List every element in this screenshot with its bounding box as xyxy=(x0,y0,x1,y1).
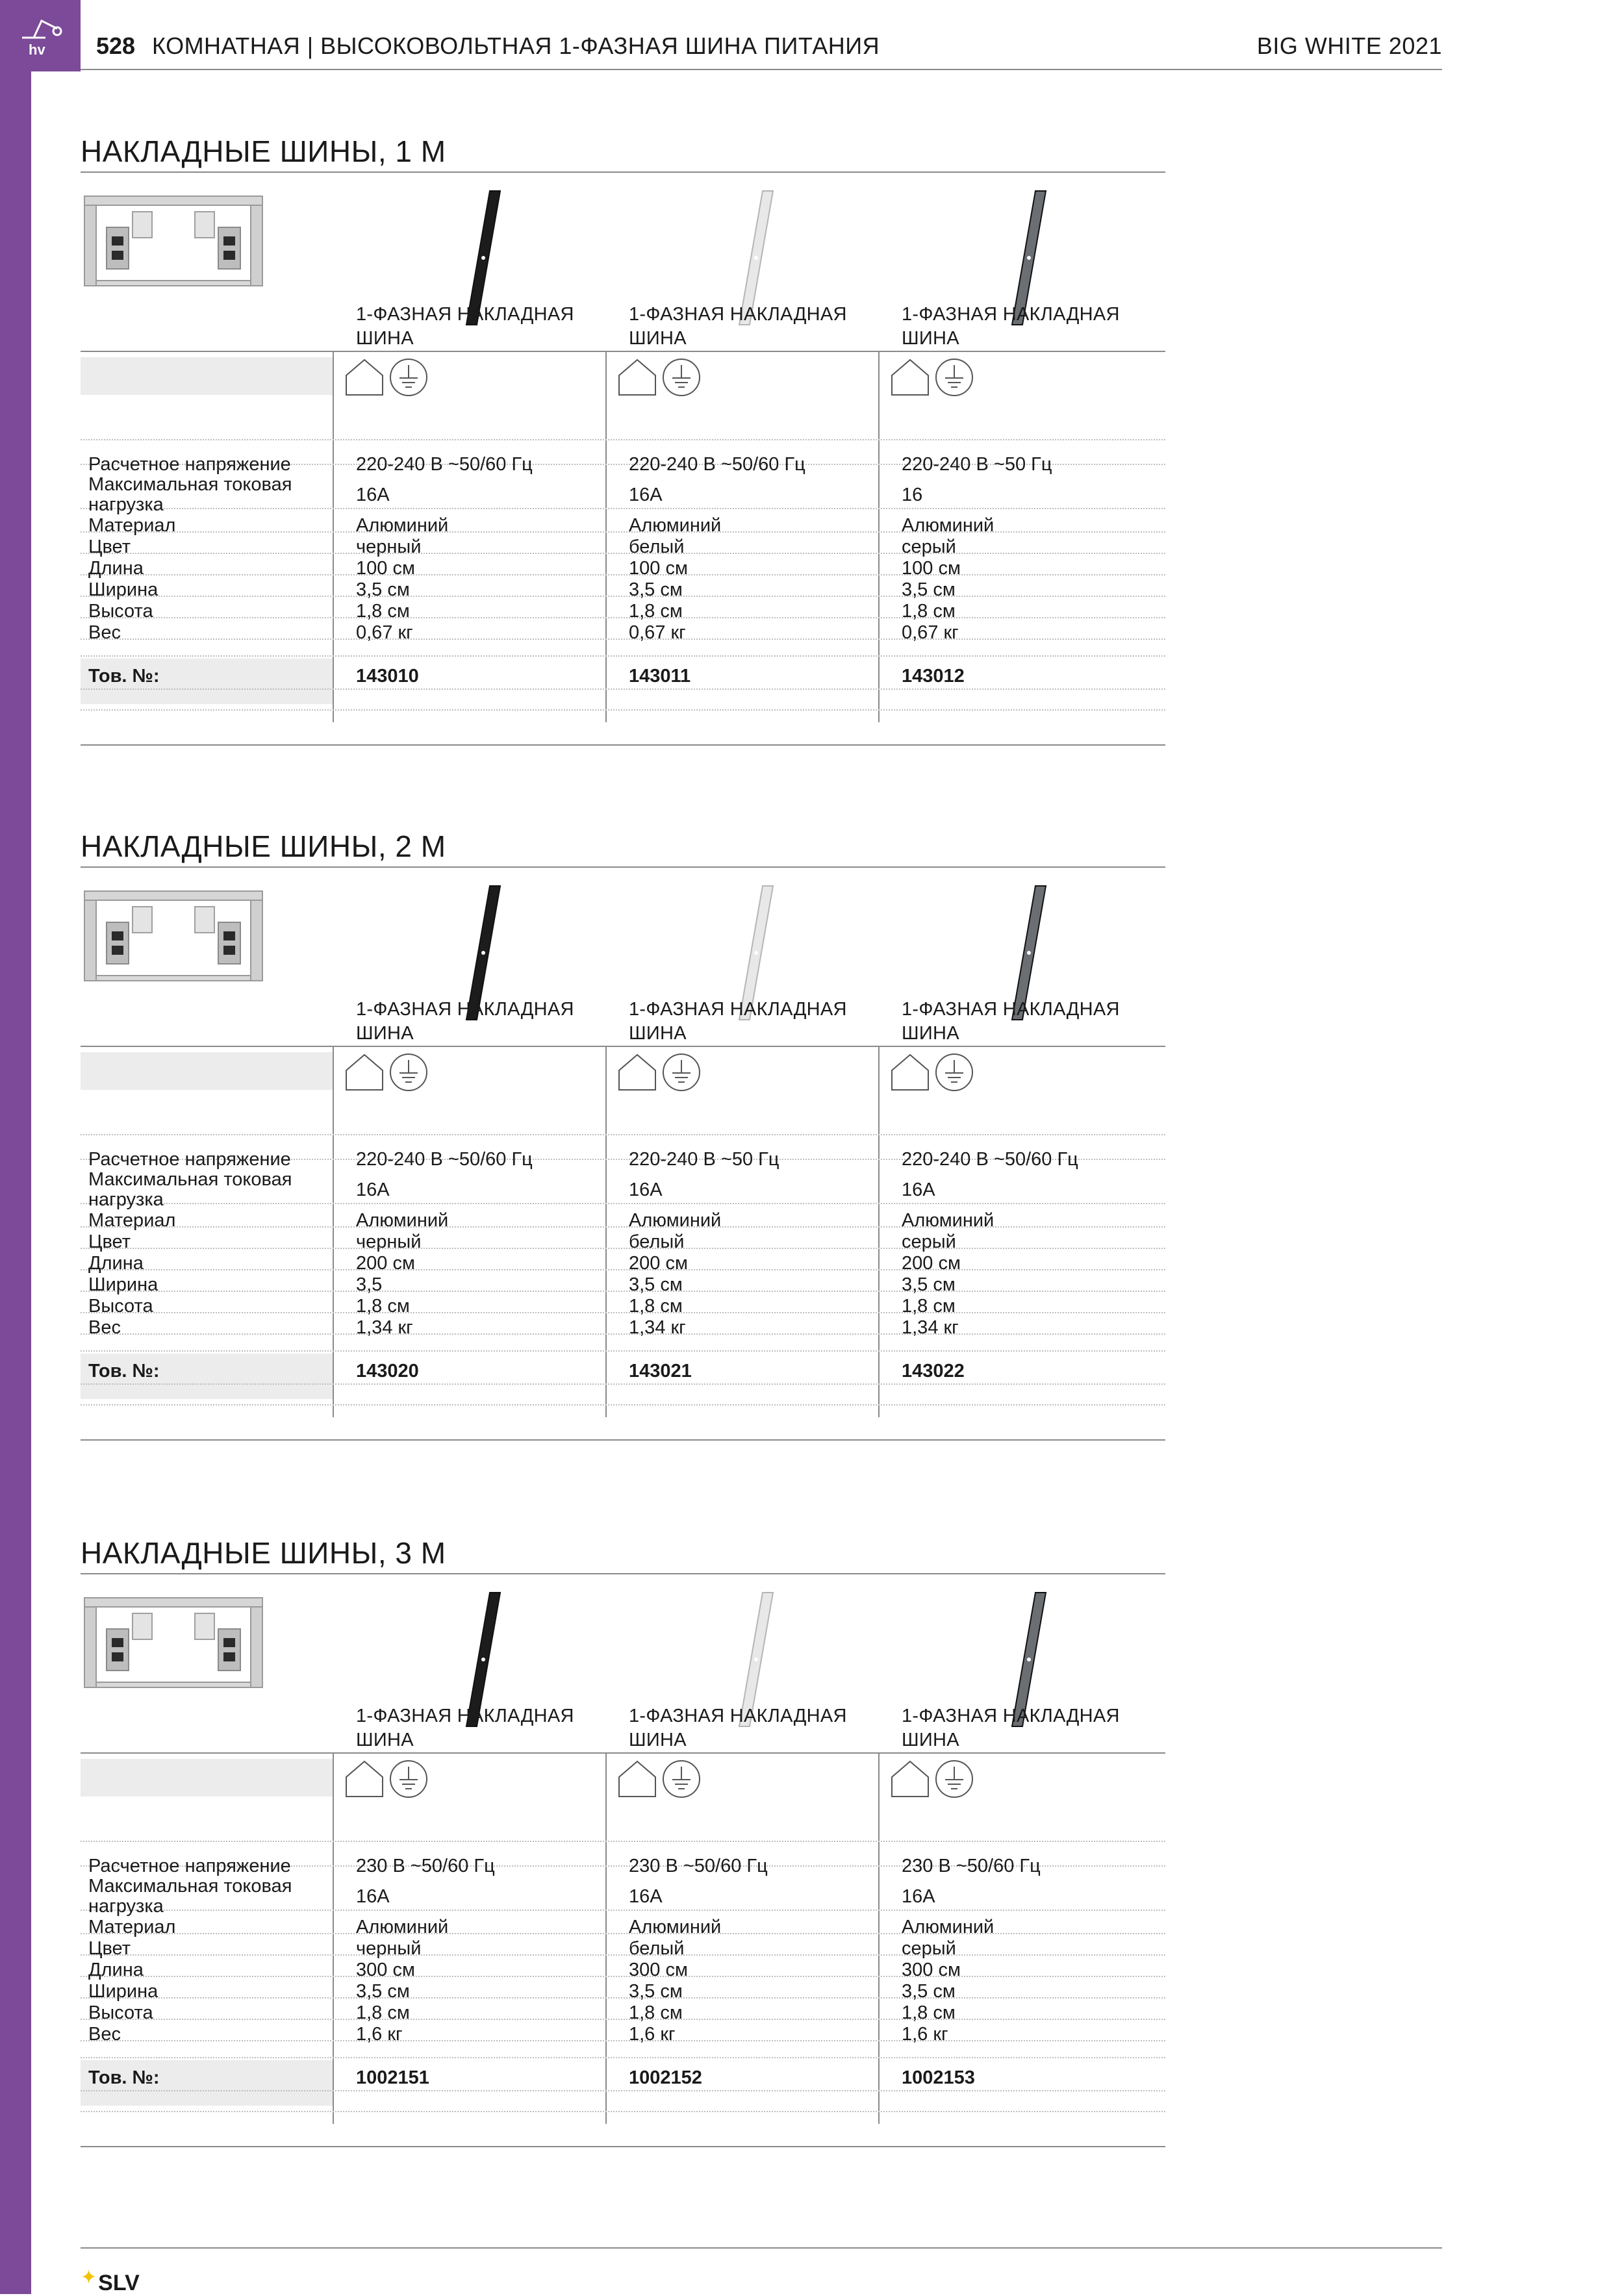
spec-value: 100 см xyxy=(356,558,415,579)
spec-value: 16A xyxy=(629,1180,663,1200)
sku-value: 143011 xyxy=(629,666,691,687)
rail-profile-image xyxy=(81,192,266,290)
spec-value: черный xyxy=(356,536,422,557)
row-label: Цвет xyxy=(88,1231,131,1252)
spec-value: 3,5 см xyxy=(902,579,956,600)
sku-value: 143012 xyxy=(902,666,965,687)
spec-value: 1,6 кг xyxy=(356,2024,403,2045)
product-name-line: ШИНА xyxy=(902,1023,959,1044)
indoor-house-icon xyxy=(890,1759,930,1802)
product-icons xyxy=(344,1052,429,1096)
spec-value: 220-240 В ~50/60 Гц xyxy=(356,454,533,475)
spec-value: Алюминий xyxy=(902,1917,995,1937)
spec-value: 1,6 кг xyxy=(902,2024,948,2045)
section-bottom-rule xyxy=(81,1439,1165,1441)
row-label: Цвет xyxy=(88,1938,131,1959)
spec-value: черный xyxy=(356,1938,422,1959)
header-divider xyxy=(81,69,1442,70)
section-title: НАКЛАДНЫЕ ШИНЫ, 3 М xyxy=(81,1536,446,1570)
row-dotted-rule xyxy=(81,1910,1165,1911)
column-divider xyxy=(878,1754,880,2124)
row-label: Расчетное напряжение xyxy=(88,454,291,475)
row-label: Тов. №: xyxy=(88,666,160,687)
row-dotted-rule xyxy=(81,596,1165,597)
spec-value: 1,34 кг xyxy=(902,1317,959,1338)
row-dotted-rule xyxy=(81,1226,1165,1228)
spec-value: 16A xyxy=(902,1886,935,1907)
spec-value: 300 см xyxy=(629,1960,688,1980)
spec-value: серый xyxy=(902,1938,956,1959)
row-dotted-rule xyxy=(81,1976,1165,1977)
spec-value: черный xyxy=(356,1231,422,1252)
row-label: Высота xyxy=(88,601,153,622)
product-icons xyxy=(890,1759,974,1802)
row-dotted-rule xyxy=(81,439,1165,440)
spec-value: 16A xyxy=(356,1180,390,1200)
row-label: Вес xyxy=(88,622,121,643)
product-icons xyxy=(344,1759,429,1802)
spec-value: Алюминий xyxy=(356,515,449,536)
spec-value: Алюминий xyxy=(356,1917,449,1937)
row-dotted-rule xyxy=(81,1933,1165,1934)
product-section xyxy=(81,829,1165,1478)
name-divider xyxy=(81,351,1165,352)
row-dotted-rule xyxy=(81,1203,1165,1204)
product-name xyxy=(629,998,847,1046)
column-divider xyxy=(605,352,607,722)
product-name-line: ШИНА xyxy=(629,328,687,349)
spec-value: 200 см xyxy=(356,1253,415,1274)
spec-value: серый xyxy=(902,1231,956,1252)
spec-value: 1,6 кг xyxy=(629,2024,676,2045)
spec-value: 3,5 см xyxy=(356,1981,410,2002)
row-dotted-rule xyxy=(81,1841,1165,1842)
spec-value: 1,8 см xyxy=(902,2002,956,2023)
row-dotted-rule xyxy=(81,1269,1165,1270)
row-dotted-rule xyxy=(81,531,1165,533)
row-label: нагрузка xyxy=(88,1896,164,1917)
spec-value: 3,5 см xyxy=(629,1274,683,1295)
column-divider xyxy=(333,1754,334,2124)
row-label: Максимальная токовая xyxy=(88,1169,292,1190)
spec-value: 220-240 В ~50/60 Гц xyxy=(629,454,805,475)
product-name-line: 1-ФАЗНАЯ НАКЛАДНАЯ xyxy=(629,304,847,325)
protective-earth-icon xyxy=(934,1759,974,1802)
catalog-name: BIG WHITE 2021 xyxy=(1256,32,1442,59)
row-dotted-rule xyxy=(81,1954,1165,1956)
row-label: Длина xyxy=(88,1960,144,1980)
row-dotted-rule xyxy=(81,1134,1165,1135)
spec-value: 3,5 xyxy=(356,1274,383,1295)
protective-earth-icon xyxy=(661,1052,702,1096)
page-number: 528 xyxy=(96,32,136,59)
column-divider xyxy=(878,1047,880,1417)
protective-earth-icon xyxy=(388,357,429,401)
spec-value: белый xyxy=(629,1231,685,1252)
protective-earth-icon xyxy=(934,357,974,401)
product-name xyxy=(902,1704,1120,1752)
spec-value: 100 см xyxy=(902,558,961,579)
spec-value: 220-240 В ~50/60 Гц xyxy=(902,1149,1078,1170)
product-name-line: 1-ФАЗНАЯ НАКЛАДНАЯ xyxy=(356,999,574,1020)
spec-value: 3,5 см xyxy=(629,579,683,600)
spec-value: Алюминий xyxy=(629,515,722,536)
product-name-line: 1-ФАЗНАЯ НАКЛАДНАЯ xyxy=(356,1706,574,1726)
indoor-house-icon xyxy=(344,357,385,401)
spec-value: 1,34 кг xyxy=(356,1317,413,1338)
column-divider xyxy=(878,352,880,722)
row-label: Высота xyxy=(88,1296,153,1317)
product-name-line: 1-ФАЗНАЯ НАКЛАДНАЯ xyxy=(629,999,847,1020)
footer-divider xyxy=(81,2247,1442,2249)
row-dotted-rule xyxy=(81,617,1165,618)
product-section xyxy=(81,1535,1165,2185)
spec-value: Алюминий xyxy=(356,1210,449,1231)
spec-value: 0,67 кг xyxy=(356,622,413,643)
spec-value: 300 см xyxy=(902,1960,961,1980)
spec-value: 200 см xyxy=(629,1253,688,1274)
section-title: НАКЛАДНЫЕ ШИНЫ, 1 М xyxy=(81,134,446,168)
row-label: Максимальная токовая xyxy=(88,1876,292,1897)
product-icons xyxy=(890,1052,974,1096)
row-dotted-rule xyxy=(81,2019,1165,2020)
sku-value: 143021 xyxy=(629,1361,692,1381)
product-name-line: 1-ФАЗНАЯ НАКЛАДНАЯ xyxy=(902,304,1120,325)
footer-logo-text: SLV xyxy=(98,2271,140,2295)
section-divider xyxy=(81,1573,1165,1574)
protective-earth-icon xyxy=(661,357,702,401)
spec-value: 230 В ~50/60 Гц xyxy=(356,1856,495,1876)
row-label: Ширина xyxy=(88,579,158,600)
rail-profile-image xyxy=(81,1594,266,1691)
product-name-line: 1-ФАЗНАЯ НАКЛАДНАЯ xyxy=(629,1706,847,1726)
section-bottom-rule xyxy=(81,2146,1165,2147)
spec-value: Алюминий xyxy=(902,515,995,536)
row-label: Материал xyxy=(88,515,176,536)
row-dotted-rule xyxy=(81,1383,1165,1385)
column-divider xyxy=(605,1047,607,1417)
row-dotted-rule xyxy=(81,1404,1165,1406)
row-dotted-rule xyxy=(81,2057,1165,2058)
spec-value: 16A xyxy=(356,485,390,505)
name-divider xyxy=(81,1752,1165,1754)
product-name-line: 1-ФАЗНАЯ НАКЛАДНАЯ xyxy=(902,1706,1120,1726)
protective-earth-icon xyxy=(934,1052,974,1096)
indoor-house-icon xyxy=(344,1052,385,1096)
spec-value: 1,8 см xyxy=(629,1296,683,1317)
spec-value: Алюминий xyxy=(902,1210,995,1231)
section-divider xyxy=(81,866,1165,868)
spec-value: 16A xyxy=(629,1886,663,1907)
spec-value: белый xyxy=(629,1938,685,1959)
product-name xyxy=(902,303,1120,351)
icon-label-block xyxy=(81,357,333,395)
indoor-house-icon xyxy=(890,1052,930,1096)
spec-value: 230 В ~50/60 Гц xyxy=(629,1856,768,1876)
product-name-line: ШИНА xyxy=(356,1730,414,1750)
row-dotted-rule xyxy=(81,1997,1165,1999)
name-divider xyxy=(81,1046,1165,1047)
spec-value: белый xyxy=(629,536,685,557)
spec-value: 1,8 см xyxy=(902,1296,956,1317)
rail-profile-image xyxy=(81,887,266,985)
product-name-line: ШИНА xyxy=(629,1730,687,1750)
section-bottom-rule xyxy=(81,744,1165,746)
row-label: Ширина xyxy=(88,1274,158,1295)
icon-label-block xyxy=(81,1052,333,1090)
spec-value: 16A xyxy=(356,1886,390,1907)
row-label: Тов. №: xyxy=(88,1361,160,1381)
section-divider xyxy=(81,171,1165,173)
sku-value: 1002151 xyxy=(356,2067,429,2088)
product-name-line: ШИНА xyxy=(902,1730,959,1750)
product-name-line: ШИНА xyxy=(356,1023,414,1044)
product-name-line: 1-ФАЗНАЯ НАКЛАДНАЯ xyxy=(902,999,1120,1020)
side-accent-bar xyxy=(0,0,31,2294)
spec-value: Алюминий xyxy=(629,1210,722,1231)
spec-value: 230 В ~50/60 Гц xyxy=(902,1856,1041,1876)
row-label: Высота xyxy=(88,2002,153,2023)
product-name xyxy=(629,1704,847,1752)
row-dotted-rule xyxy=(81,1333,1165,1335)
spec-value: 3,5 см xyxy=(902,1981,956,2002)
product-name xyxy=(356,998,574,1046)
row-label: Максимальная токовая xyxy=(88,474,292,495)
row-dotted-rule xyxy=(81,709,1165,711)
spec-value: 3,5 см xyxy=(356,579,410,600)
spec-value: 1,8 см xyxy=(356,601,410,622)
spec-value: 16A xyxy=(902,1180,935,1200)
row-dotted-rule xyxy=(81,1291,1165,1292)
product-name xyxy=(629,303,847,351)
row-label: Материал xyxy=(88,1917,176,1937)
product-icons xyxy=(890,357,974,401)
row-dotted-rule xyxy=(81,688,1165,690)
spec-value: 100 см xyxy=(629,558,688,579)
row-label: Цвет xyxy=(88,536,131,557)
row-dotted-rule xyxy=(81,574,1165,575)
row-dotted-rule xyxy=(81,2090,1165,2091)
spec-value: серый xyxy=(902,536,956,557)
product-name-line: ШИНА xyxy=(629,1023,687,1044)
row-dotted-rule xyxy=(81,1312,1165,1313)
spec-value: 200 см xyxy=(902,1253,961,1274)
protective-earth-icon xyxy=(388,1759,429,1802)
page-title: КОМНАТНАЯ | ВЫСОКОВОЛЬТНАЯ 1-ФАЗНАЯ ШИНА ПИТАНИЯ xyxy=(152,32,880,59)
row-dotted-rule xyxy=(81,508,1165,509)
product-icons xyxy=(617,1052,702,1096)
spec-value: 220-240 В ~50 Гц xyxy=(902,454,1052,475)
spec-value: 300 см xyxy=(356,1960,415,1980)
product-name-line: ШИНА xyxy=(902,328,959,349)
sku-value: 1002153 xyxy=(902,2067,975,2088)
row-label: нагрузка xyxy=(88,494,164,515)
spec-value: 0,67 кг xyxy=(629,622,686,643)
sku-value: 1002152 xyxy=(629,2067,702,2088)
row-dotted-rule xyxy=(81,2111,1165,2112)
row-label: Вес xyxy=(88,1317,121,1338)
spec-value: 16A xyxy=(629,485,663,505)
product-name-line: ШИНА xyxy=(356,328,414,349)
spec-value: 1,8 см xyxy=(629,2002,683,2023)
spec-value: 16 xyxy=(902,485,923,505)
row-dotted-rule xyxy=(81,2040,1165,2041)
product-name xyxy=(356,303,574,351)
spec-value: 1,8 см xyxy=(629,601,683,622)
page-header xyxy=(96,32,1442,69)
row-label: Длина xyxy=(88,1253,144,1274)
spec-value: 3,5 см xyxy=(629,1981,683,2002)
row-label: нагрузка xyxy=(88,1189,164,1210)
product-icons xyxy=(617,357,702,401)
footer-logo xyxy=(81,2267,140,2296)
row-dotted-rule xyxy=(81,553,1165,554)
indoor-house-icon xyxy=(617,1759,657,1802)
row-label: Длина xyxy=(88,558,144,579)
sku-value: 143020 xyxy=(356,1361,419,1381)
protective-earth-icon xyxy=(388,1052,429,1096)
spec-value: 0,67 кг xyxy=(902,622,959,643)
column-divider xyxy=(605,1754,607,2124)
column-divider xyxy=(333,352,334,722)
product-name-line: 1-ФАЗНАЯ НАКЛАДНАЯ xyxy=(356,304,574,325)
row-label: Материал xyxy=(88,1210,176,1231)
spec-value: 1,34 кг xyxy=(629,1317,686,1338)
row-dotted-rule xyxy=(81,1248,1165,1249)
icon-label-block xyxy=(81,1759,333,1797)
protective-earth-icon xyxy=(661,1759,702,1802)
row-label: Расчетное напряжение xyxy=(88,1149,291,1170)
indoor-house-icon xyxy=(890,357,930,401)
product-icons xyxy=(344,357,429,401)
indoor-house-icon xyxy=(344,1759,385,1802)
sku-value: 143022 xyxy=(902,1361,965,1381)
spec-value: 220-240 В ~50 Гц xyxy=(629,1149,779,1170)
side-logo-text: hv xyxy=(29,42,45,58)
indoor-house-icon xyxy=(617,1052,657,1096)
column-divider xyxy=(333,1047,334,1417)
row-dotted-rule xyxy=(81,655,1165,657)
sku-value: 143010 xyxy=(356,666,419,687)
lamp-icon xyxy=(19,14,65,43)
row-label: Ширина xyxy=(88,1981,158,2002)
product-name xyxy=(356,1704,574,1752)
product-name xyxy=(902,998,1120,1046)
product-section xyxy=(81,134,1165,783)
spec-value: 1,8 см xyxy=(356,2002,410,2023)
row-label: Расчетное напряжение xyxy=(88,1856,291,1876)
spec-value: 1,8 см xyxy=(356,1296,410,1317)
spark-icon: ✦ xyxy=(81,2267,97,2288)
row-label: Тов. №: xyxy=(88,2067,160,2088)
spec-value: Алюминий xyxy=(629,1917,722,1937)
row-dotted-rule xyxy=(81,1350,1165,1352)
section-title: НАКЛАДНЫЕ ШИНЫ, 2 М xyxy=(81,829,446,863)
product-icons xyxy=(617,1759,702,1802)
side-logo xyxy=(0,0,81,71)
row-dotted-rule xyxy=(81,638,1165,640)
spec-value: 1,8 см xyxy=(902,601,956,622)
row-label: Вес xyxy=(88,2024,121,2045)
spec-value: 3,5 см xyxy=(902,1274,956,1295)
spec-value: 220-240 В ~50/60 Гц xyxy=(356,1149,533,1170)
indoor-house-icon xyxy=(617,357,657,401)
